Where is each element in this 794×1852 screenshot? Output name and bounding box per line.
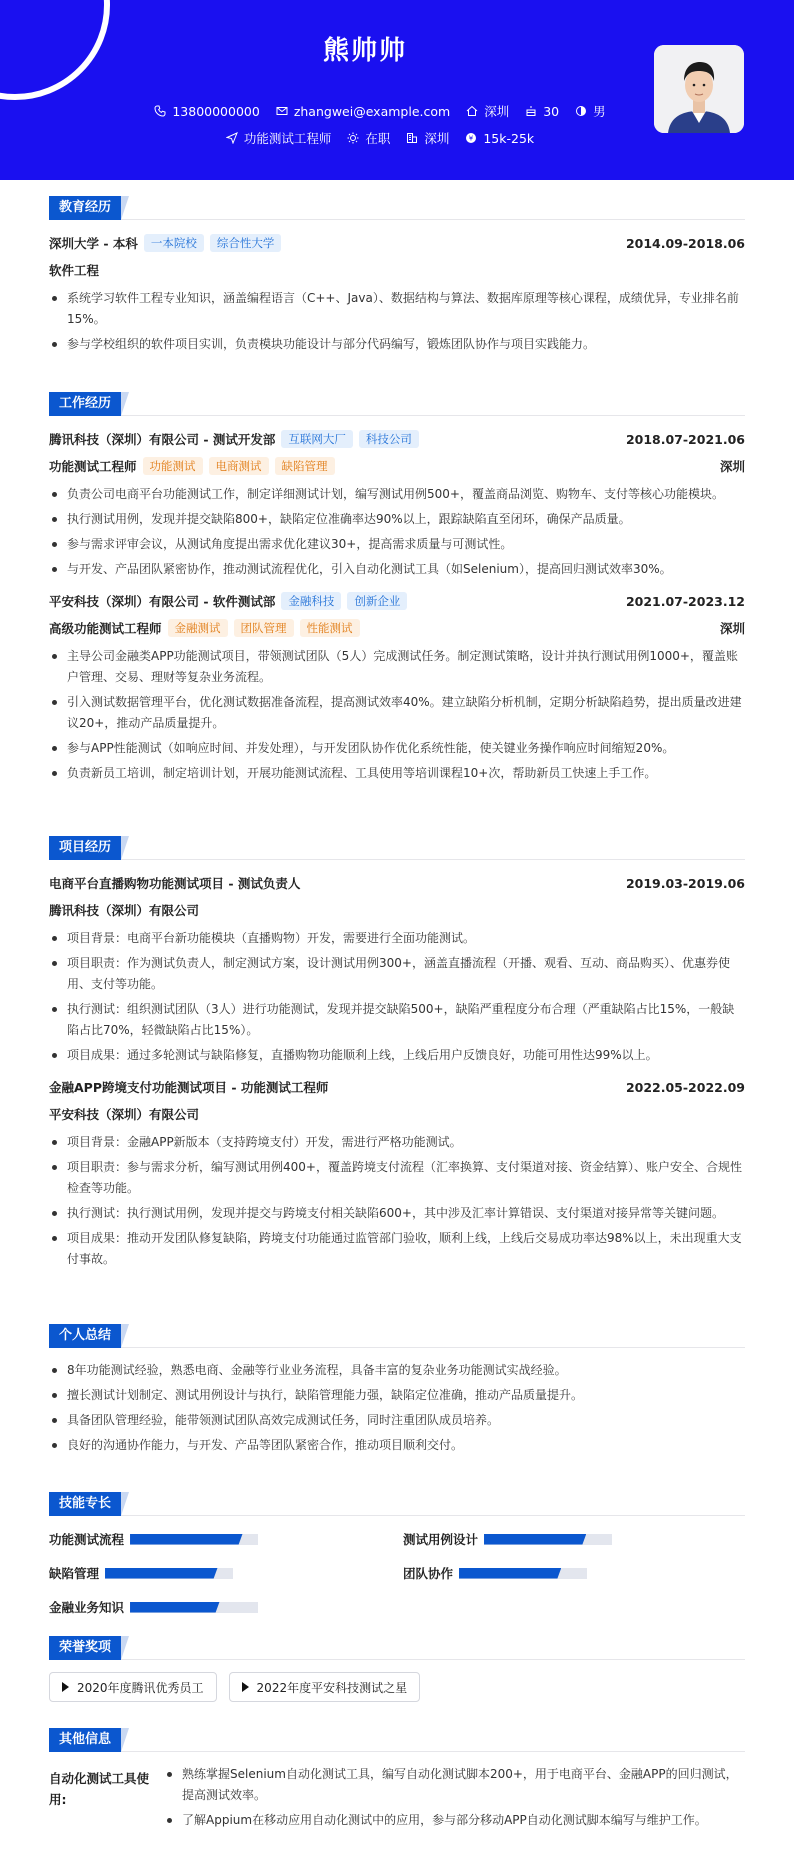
job-intent-row	[100, 129, 660, 147]
skill-item	[49, 1528, 403, 1550]
company-name: 腾讯科技（深圳）有限公司 - 测试开发部	[49, 432, 276, 447]
skill-bar-fill	[130, 1534, 243, 1545]
skill-name: 团队协作	[403, 1566, 454, 1581]
list-item: 熟练掌握Selenium自动化测试工具，编写自动化测试脚本200+，用于电商平台、金融APP的回归测试，提高测试效率。	[164, 1764, 745, 1806]
list-item: 执行测试：执行测试用例，发现并提交与跨境支付相关缺陷600+，其中涉及汇率计算错误、支付渠道对接异常等关键问题。	[49, 1203, 745, 1224]
list-item: 负责新员工培训，制定培训计划，开展功能测试流程、工具使用等培训课程10+次，帮助新员工快速上手工作。	[49, 763, 745, 784]
info-city	[466, 102, 509, 120]
other-title: 其他信息	[49, 1728, 121, 1752]
project-name: 电商平台直播购物功能测试项目 - 测试负责人	[49, 876, 301, 891]
other-entry	[49, 1764, 745, 1835]
role-tag: 缺陷管理	[275, 457, 335, 475]
list-item: 项目背景：金融APP新版本（支持跨境支付）开发，需进行严格功能测试。	[49, 1132, 745, 1153]
building-icon	[406, 132, 418, 144]
role-tag: 金融测试	[168, 619, 228, 637]
job-entry	[49, 590, 745, 784]
job-entry	[49, 428, 745, 580]
school-tag: 综合性大学	[210, 234, 282, 252]
list-item: 主导公司金融类APP功能测试项目，带领测试团队（5人）完成测试任务。制定测试策略，设计并执行测试用例1000+，覆盖账户管理、交易、理财等复杂业务流程。	[49, 646, 745, 688]
skills-header	[49, 1492, 745, 1516]
projects-header	[49, 836, 745, 860]
job-date: 2018.07-2021.06	[625, 431, 745, 447]
project-date: 2022.05-2022.09	[625, 1079, 745, 1095]
other-header	[49, 1728, 745, 1752]
skill-item	[403, 1562, 745, 1584]
award-text: 2020年度腾讯优秀员工	[77, 1680, 204, 1695]
skill-name: 金融业务知识	[49, 1600, 125, 1615]
other-bullets	[164, 1764, 745, 1835]
role-tag: 电商测试	[209, 457, 269, 475]
awards-section	[49, 1636, 745, 1702]
summary-header	[49, 1324, 745, 1348]
skill-item	[49, 1596, 403, 1618]
list-item: 项目成果：通过多轮测试与缺陷修复，直播购物功能顺利上线，上线后用户反馈良好，功能可用性达99%以上。	[49, 1045, 745, 1066]
candidate-name: 熊帅帅	[322, 36, 407, 66]
list-item: 项目背景：电商平台新功能模块（直播购物）开发，需要进行全面功能测试。	[49, 928, 745, 949]
list-item: 具备团队管理经验，能带领测试团队高效完成测试任务，同时注重团队成员培养。	[49, 1410, 745, 1431]
other-label: 自动化测试工具使用:	[49, 1771, 150, 1807]
list-item: 项目职责：作为测试负责人，制定测试方案，设计测试用例300+，涵盖直播流程（开播、观看、互动、商品购买）、优惠券使用、支付等功能。	[49, 953, 745, 995]
project-company: 平安科技（深圳）有限公司	[49, 1107, 200, 1122]
send-icon	[226, 132, 238, 144]
skills-section	[49, 1492, 745, 1618]
job-role: 高级功能测试工程师	[49, 621, 162, 636]
info-position	[226, 129, 332, 147]
mail-icon	[276, 105, 288, 117]
age-icon	[525, 105, 537, 117]
job-location: 深圳	[719, 459, 745, 474]
summary-bullets	[49, 1360, 745, 1456]
skill-name: 测试用例设计	[403, 1532, 479, 1547]
job-date: 2021.07-2023.12	[625, 593, 745, 609]
award-text: 2022年度平安科技测试之星	[256, 1680, 408, 1695]
other-section	[49, 1728, 745, 1835]
projects-title: 项目经历	[49, 836, 121, 860]
skill-name: 缺陷管理	[49, 1566, 100, 1581]
info-salary	[465, 129, 534, 147]
phone-text: 13800000000	[172, 103, 260, 119]
skill-bar	[130, 1534, 258, 1545]
gender-text: 男	[593, 104, 606, 119]
education-header	[49, 196, 745, 220]
list-item: 擅长测试计划制定、测试用例设计与执行，缺陷管理能力强，缺陷定位准确，推动产品质量提升。	[49, 1385, 745, 1406]
list-item: 8年功能测试经验，熟悉电商、金融等行业业务流程，具备丰富的复杂业务功能测试实战经验。	[49, 1360, 745, 1381]
position-text: 功能测试工程师	[243, 131, 332, 146]
skill-bar	[484, 1534, 612, 1545]
education-entry	[49, 232, 745, 254]
skill-bar	[130, 1602, 258, 1613]
city-text: 深圳	[484, 104, 510, 119]
major-name: 软件工程	[49, 263, 100, 278]
age-text: 30	[543, 103, 560, 119]
list-item: 参与APP性能测试（如响应时间、并发处理），与开发团队协作优化系统性能，使关键业务操作响应时间缩短20%。	[49, 738, 745, 759]
skills-grid	[49, 1528, 745, 1618]
work-title: 工作经历	[49, 392, 121, 416]
project-company: 腾讯科技（深圳）有限公司	[49, 903, 200, 918]
project-bullets	[49, 928, 745, 1066]
summary-section	[49, 1324, 745, 1460]
education-date: 2014.09-2018.06	[625, 235, 745, 251]
project-bullets	[49, 1132, 745, 1270]
salary-text: 15k-25k	[483, 130, 535, 146]
info-phone	[154, 102, 259, 120]
skill-bar	[459, 1568, 587, 1579]
status-text: 在职	[365, 131, 391, 146]
school-tag: 一本院校	[144, 234, 204, 252]
skill-bar-fill	[130, 1602, 220, 1613]
role-tag: 性能测试	[300, 619, 360, 637]
project-entry	[49, 1076, 745, 1270]
job-location: 深圳	[719, 621, 745, 636]
status-icon	[347, 132, 359, 144]
project-date: 2019.03-2019.06	[625, 875, 745, 891]
role-tag: 团队管理	[234, 619, 294, 637]
job-bullets	[49, 484, 745, 580]
list-item: 执行测试：组织测试团队（3人）进行功能测试，发现并提交缺陷500+，缺陷严重程度分布合理（严重缺陷占比15%，一般缺陷占比70%，轻微缺陷占比15%）。	[49, 999, 745, 1041]
company-tag: 金融科技	[281, 592, 341, 610]
list-item: 负责公司电商平台功能测试工作，制定详细测试计划，编写测试用例500+，覆盖商品浏览、购物车、支付等核心功能模块。	[49, 484, 745, 505]
avatar-photo	[654, 45, 744, 133]
project-name: 金融APP跨境支付功能测试项目 - 功能测试工程师	[49, 1080, 329, 1095]
play-icon	[62, 1682, 69, 1692]
skill-bar	[105, 1568, 233, 1579]
phone-icon	[154, 105, 166, 117]
list-item: 引入测试数据管理平台，优化测试数据准备流程，提高测试效率40%。建立缺陷分析机制，定期分析缺陷趋势，提出质量改进建议20+，推动产品质量提升。	[49, 692, 745, 734]
work-header	[49, 392, 745, 416]
project-entry	[49, 872, 745, 1066]
work-city-text: 深圳	[424, 131, 450, 146]
salary-icon	[465, 132, 477, 144]
education-bullets	[49, 288, 745, 355]
summary-title: 个人总结	[49, 1324, 121, 1348]
work-section	[49, 392, 745, 788]
role-tag: 功能测试	[143, 457, 203, 475]
skill-item	[403, 1528, 745, 1550]
list-item: 执行测试用例，发现并提交缺陷800+，缺陷定位准确率达90%以上，跟踪缺陷直至闭环，确保产品质量。	[49, 509, 745, 530]
skills-title: 技能专长	[49, 1492, 121, 1516]
skill-item	[49, 1562, 403, 1584]
home-icon	[466, 105, 478, 117]
company-tag: 科技公司	[359, 430, 419, 448]
list-item: 项目职责：参与需求分析，编写测试用例400+，覆盖跨境支付流程（汇率换算、支付渠道对接、资金结算）、账户安全、合规性检查等功能。	[49, 1157, 745, 1199]
list-item: 项目成果：推动开发团队修复缺陷，跨境支付功能通过监管部门验收，顺利上线，上线后交易成功率达98%以上，未出现重大支付事故。	[49, 1228, 745, 1270]
award-item	[229, 1672, 421, 1702]
list-item: 了解Appium在移动应用自动化测试中的应用，参与部分移动APP自动化测试脚本编写与维护工作。	[164, 1810, 745, 1831]
education-section	[49, 196, 745, 359]
info-work-city	[406, 129, 449, 147]
skill-name: 功能测试流程	[49, 1532, 125, 1547]
resume-header	[0, 0, 794, 180]
skill-bar-fill	[105, 1568, 218, 1579]
list-item: 系统学习软件工程专业知识，涵盖编程语言（C++、Java）、数据结构与算法、数据库原理等核心课程，成绩优异，专业排名前15%。	[49, 288, 745, 330]
company-tag: 互联网大厂	[281, 430, 353, 448]
svg-text:¥: ¥	[469, 134, 474, 143]
company-tag: 创新企业	[347, 592, 407, 610]
info-gender	[575, 102, 606, 120]
education-title: 教育经历	[49, 196, 121, 220]
skill-bar-fill	[459, 1568, 561, 1579]
awards-title: 荣誉奖项	[49, 1636, 121, 1660]
company-name: 平安科技（深圳）有限公司 - 软件测试部	[49, 594, 276, 609]
list-item: 良好的沟通协作能力，与开发、产品等团队紧密合作，推动项目顺利交付。	[49, 1435, 745, 1456]
info-age	[525, 102, 559, 120]
award-item	[49, 1672, 217, 1702]
major-row	[49, 258, 745, 282]
list-item: 参与需求评审会议，从测试角度提出需求优化建议30+，提高需求质量与可测试性。	[49, 534, 745, 555]
list-item: 与开发、产品团队紧密协作，推动测试流程优化，引入自动化测试工具（如Selenium），提高回归测试效率30%。	[49, 559, 745, 580]
play-icon	[242, 1682, 249, 1692]
awards-header	[49, 1636, 745, 1660]
school-name: 深圳大学 - 本科	[49, 236, 138, 251]
skill-bar-fill	[484, 1534, 586, 1545]
list-item: 参与学校组织的软件项目实训，负责模块功能设计与部分代码编写，锻炼团队协作与项目实践能力。	[49, 334, 745, 355]
projects-section	[49, 836, 745, 1274]
contact-row	[100, 102, 660, 120]
job-bullets	[49, 646, 745, 784]
awards-list	[49, 1672, 745, 1702]
gender-icon	[575, 105, 587, 117]
info-status	[347, 129, 390, 147]
email-text: zhangwei@example.com	[293, 103, 451, 119]
job-role: 功能测试工程师	[49, 459, 137, 474]
info-email	[276, 102, 450, 120]
